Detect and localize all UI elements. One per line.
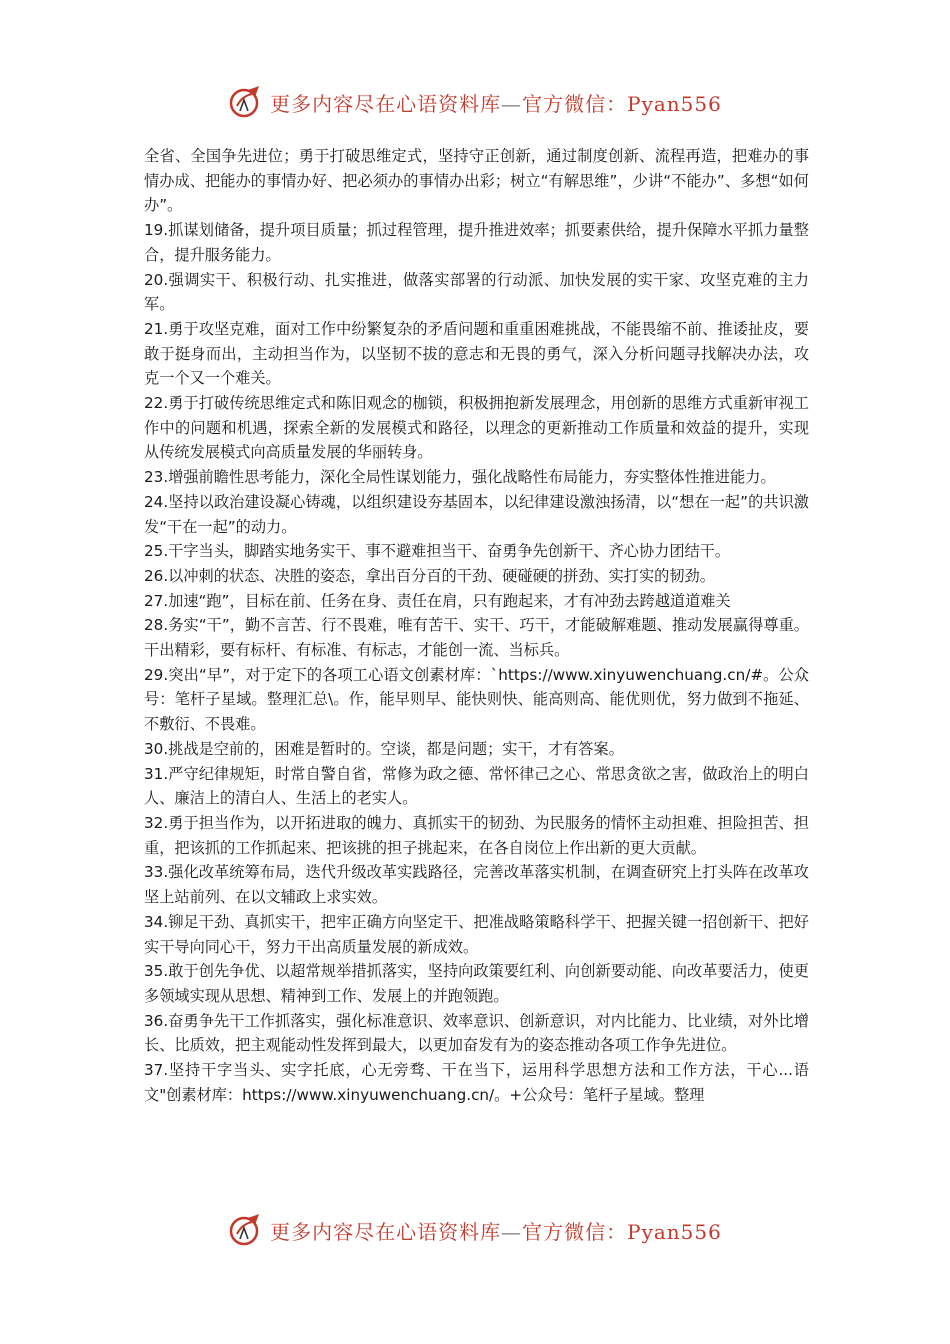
paragraph: 33.强化改革统筹布局，迭代升级改革实践路径，完善改革落实机制，在调查研究上打头阵在改革攻坚上站前列、在以文辅政上求实效。 — [144, 863, 809, 907]
paragraph: 21.勇于攻坚克难，面对工作中纷繁复杂的矛盾问题和重重困难挑战，不能畏缩不前、推诿扯皮，要敢于挺身而出，主动担当作为，以坚韧不拔的意志和无畏的勇气，深入分析问题寻找解决办法，攻克一个又一个难关。 — [144, 319, 809, 388]
document-body — [144, 144, 809, 1107]
paragraph: 26.以冲刺的状态、决胜的姿态，拿出百分百的干劲、硬碰硬的拼劲、实打实的韧劲。 — [144, 566, 715, 585]
header-banner — [0, 82, 950, 122]
pen-badge-icon — [228, 84, 264, 120]
paragraph: 22.勇于打破传统思维定式和陈旧观念的枷锁，积极拥抱新发展理念，用创新的思维方式重新审视工作中的问题和机遇，探索全新的发展模式和路径，以理念的更新推动工作质量和效益的提升，实现从传统发展模式向高质量发展的华丽转身。 — [144, 394, 809, 462]
banner-contact: 官方微信：Pyan556 — [522, 1219, 722, 1244]
paragraph: 37.坚持干字当头、实字托底，心无旁骛、干在当下，运用科学思想方法和工作方法，干心...语文"创素材库：https://www.xinyuwenchuang.cn/。+公众号：笔杆子星域。整理 — [144, 1061, 809, 1104]
paragraph: 23.增强前瞻性思考能力，深化全局性谋划能力，强化战略性布局能力，夯实整体性推进能力。 — [144, 468, 776, 487]
paragraph: 19.抓谋划储备，提升项目质量；抓过程管理，提升推进效率；抓要素供给，提升保障水平抓力量整合，提升服务能力。 — [144, 221, 809, 264]
paragraph: 27.加速“跑”，目标在前、任务在身、责任在肩，只有跑起来，才有冲劲去跨越道道难关 — [144, 591, 731, 610]
paragraph: 35.敢于创先争优、以超常规举措抓落实，坚持向政策要红利、向创新要动能、向改革要活力，使更多领域实现从思想、精神到工作、发展上的并跑领跑。 — [144, 962, 809, 1005]
paragraph: 36.奋勇争先干工作抓落实，强化标准意识、效率意识、创新意识，对内比能力、比业绩，对外比增长、比质效，把主观能动性发挥到最大，以更加奋发有为的姿态推动各项工作争先进位。 — [144, 1011, 809, 1055]
banner-separator: — — [501, 91, 523, 116]
banner-separator: — — [501, 1219, 523, 1244]
banner-contact: 官方微信：Pyan556 — [522, 91, 722, 116]
banner-title: 更多内容尽在心语资料库 — [270, 91, 502, 116]
banner-text — [270, 88, 722, 117]
pen-badge-icon — [228, 1212, 264, 1248]
paragraph: 25.干字当头，脚踏实地务实干、事不避难担当干、奋勇争先创新干、齐心协力团结干。 — [144, 542, 731, 561]
paragraph: 30.挑战是空前的，困难是暂时的。空谈，都是问题；实干，才有答案。 — [144, 739, 624, 758]
paragraph: 31.严守纪律规矩，时常自警自省，常修为政之德、常怀律己之心、常思贪欲之害，做政治上的明白人、廉洁上的清白人、生活上的老实人。 — [144, 764, 809, 808]
paragraph: 28.务实“干”，勤不言苦、行不畏难，唯有苦干、实干、巧干，才能破解难题、推动发展赢得尊重。干出精彩，要有标杆、有标准、有标志，才能创一流、当标兵。 — [144, 616, 809, 660]
paragraph: 29.突出“早”，对于定下的各项工心语文创素材库：`https://www.xinyuwenchuang.cn/#。公众号：笔杆子星域。整理汇总\。作，能早则早、能快则快、能高则高、能优则优，努力做到不拖延、不敷衍、不畏难。 — [144, 665, 809, 734]
paragraph: 24.坚持以政治建设凝心铸魂，以组织建设夯基固本，以纪律建设激浊扬清，以“想在一起”的共识激发“干在一起”的动力。 — [144, 492, 809, 536]
footer-banner — [0, 1210, 950, 1250]
banner-title: 更多内容尽在心语资料库 — [270, 1219, 502, 1244]
banner-text — [270, 1216, 722, 1245]
paragraph: 20.强调实干、积极行动、扎实推进，做落实部署的行动派、加快发展的实干家、攻坚克难的主力军。 — [144, 270, 809, 314]
paragraph: 32.勇于担当作为，以开拓进取的魄力、真抓实干的韧劲、为民服务的情怀主动担难、担险担苦、担重，把该抓的工作抓起来、把该挑的担子挑起来，在各自岗位上作出新的更大贡献。 — [144, 813, 809, 857]
paragraph: 全省、全国争先进位；勇于打破思维定式，坚持守正创新，通过制度创新、流程再造，把难办的事情办成、把能办的事情办好、把必须办的事情办出彩；树立“有解思维”，少讲“不能办”、多想“如何办”。 — [144, 147, 809, 215]
paragraph: 34.铆足干劲、真抓实干，把牢正确方向坚定干、把准战略策略科学干、把握关键一招创新干、把好实干导向同心干，努力干出高质量发展的新成效。 — [144, 912, 809, 956]
